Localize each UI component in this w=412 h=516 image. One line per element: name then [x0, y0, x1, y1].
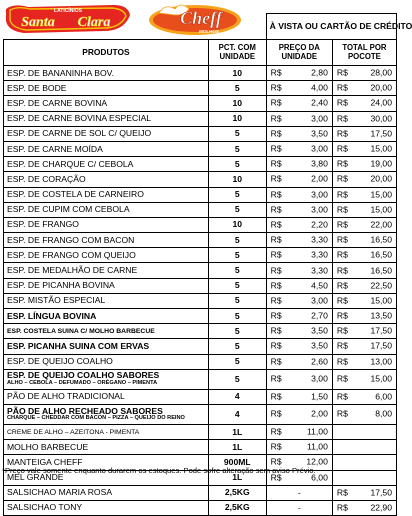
- table-row: [4, 66, 397, 81]
- product-label: ESP. PICANHA SUINA COM ERVAS: [7, 340, 150, 351]
- product-name: [4, 187, 209, 202]
- table-row: [4, 339, 397, 354]
- pack-units: 10: [208, 96, 266, 111]
- product-name: [4, 263, 209, 278]
- currency-symbol: R$: [270, 325, 282, 336]
- currency-symbol: R$: [336, 97, 348, 108]
- unit-price: [266, 233, 332, 248]
- header-top-row: [4, 14, 397, 40]
- product-name: [4, 172, 209, 187]
- unit-price: [266, 81, 332, 96]
- col-unit-header: PCT. COM UNIDADE: [208, 40, 266, 66]
- pack-units: 10: [208, 111, 266, 126]
- price-value: 3,30: [311, 234, 328, 245]
- price-value: 30,00: [370, 113, 392, 124]
- product-name: [4, 324, 209, 339]
- price-value: 15,00: [370, 204, 392, 215]
- unit-price: [266, 263, 332, 278]
- price-value: 4,50: [311, 280, 328, 291]
- clara-word: Clara: [77, 15, 111, 30]
- price-value: 22,90: [370, 502, 392, 513]
- pack-units: 5: [208, 202, 266, 217]
- col-total-header: TOTAL POR POCOTE: [332, 40, 396, 66]
- product-name: [4, 202, 209, 217]
- table-row: [4, 248, 397, 263]
- pack-total: [332, 111, 396, 126]
- product-label: ESP. DE FRANGO: [7, 219, 79, 230]
- currency-symbol: R$: [336, 502, 348, 513]
- price-value: 6,00: [311, 472, 328, 483]
- product-name: [4, 157, 209, 172]
- price-value: 28,00: [370, 67, 392, 78]
- product-label: SALSICHAO TONY: [7, 502, 83, 513]
- pack-units: 1L: [208, 470, 266, 485]
- table-row: [4, 111, 397, 126]
- product-label: ESP. DE BANANINHA BOV.: [7, 67, 114, 78]
- payment-title: À VISTA OU CARTÃO DE CRÉDITO: [266, 14, 396, 40]
- product-label: ESP. DE CHARQUE C/ CEBOLA: [7, 158, 134, 169]
- header-row: [4, 40, 397, 66]
- unit-price: [266, 111, 332, 126]
- currency-symbol: R$: [270, 340, 282, 351]
- pack-total: [332, 369, 396, 389]
- currency-symbol: R$: [336, 280, 348, 291]
- pack-total: [332, 404, 396, 424]
- product-label: ESP. DE BODE: [7, 82, 67, 93]
- price-value: 3,00: [311, 113, 328, 124]
- product-name: [4, 404, 209, 424]
- price-value: 22,50: [370, 280, 392, 291]
- product-label: ESP. DE CARNE BOVINA ESPECIAL: [7, 113, 152, 124]
- product-label: ESP. LÍNGUA BOVINA: [7, 310, 97, 321]
- table-row: [4, 440, 397, 455]
- currency-symbol: R$: [270, 113, 282, 124]
- product-name: [4, 81, 209, 96]
- price-table: [3, 13, 412, 516]
- pack-total: [332, 354, 396, 369]
- pack-units: 5: [208, 263, 266, 278]
- price-value: 16,50: [370, 234, 392, 245]
- currency-symbol: R$: [270, 472, 282, 483]
- product-name: [4, 96, 209, 111]
- currency-symbol: R$: [270, 356, 282, 367]
- currency-symbol: R$: [270, 456, 282, 467]
- pack-total: [332, 440, 396, 455]
- unit-price: [266, 440, 332, 455]
- price-value: 16,50: [370, 265, 392, 276]
- pack-total: [332, 233, 396, 248]
- price-value: 3,30: [311, 265, 328, 276]
- product-label: PÃO DE ALHO TRADICIONAL: [7, 391, 125, 402]
- product-label: ESP. DE CARNE MOÍDA: [7, 143, 103, 154]
- pack-total: [332, 263, 396, 278]
- product-flavors: CHARQUE – CHEDDAR COM BACON – PIZZA – QUEIJO DO REINO: [7, 415, 185, 422]
- product-label: SALSICHAO MARIA ROSA: [7, 487, 113, 498]
- no-price: -: [297, 502, 301, 513]
- product-name: [4, 278, 209, 293]
- currency-symbol: R$: [336, 173, 348, 184]
- product-label: ESP. DE QUEIJO COALHO SABORES: [7, 370, 160, 381]
- unit-price: [266, 278, 332, 293]
- pack-total: [332, 455, 396, 470]
- pack-total: [332, 66, 396, 81]
- price-value: 2,00: [311, 173, 328, 184]
- pack-total: [332, 470, 396, 485]
- unit-price: [266, 157, 332, 172]
- product-label: PÃO DE ALHO RECHEADO SABORES: [7, 405, 163, 416]
- unit-price: [266, 96, 332, 111]
- table-row: [4, 81, 397, 96]
- product-name: [4, 389, 209, 404]
- pack-total: [332, 424, 396, 439]
- product-name: [4, 424, 209, 439]
- unit-price: [266, 187, 332, 202]
- pack-total: [332, 202, 396, 217]
- price-value: 3,00: [311, 373, 328, 384]
- product-label: ESP. DE MEDALHÃO DE CARNE: [7, 265, 138, 276]
- unit-price: [266, 202, 332, 217]
- currency-symbol: R$: [336, 82, 348, 93]
- pack-total: [332, 157, 396, 172]
- currency-symbol: R$: [336, 128, 348, 139]
- price-value: 24,00: [370, 97, 392, 108]
- price-value: 1,50: [311, 391, 328, 402]
- price-value: 3,30: [311, 249, 328, 260]
- pack-total: [332, 278, 396, 293]
- pack-units: 5: [208, 309, 266, 324]
- unit-price: [266, 485, 332, 500]
- product-label: ESP. DE QUEIJO COALHO: [7, 356, 113, 367]
- price-value: 2,60: [311, 356, 328, 367]
- unit-price: [266, 500, 332, 515]
- pack-units: 5: [208, 354, 266, 369]
- cheff-word: Cheff: [180, 8, 222, 28]
- table-row: [4, 187, 397, 202]
- pack-total: [332, 485, 396, 500]
- unit-price: [266, 339, 332, 354]
- pack-total: [332, 187, 396, 202]
- product-name: [4, 248, 209, 263]
- pack-units: 5: [208, 293, 266, 308]
- currency-symbol: R$: [336, 295, 348, 306]
- pack-units: 5: [208, 126, 266, 141]
- product-label: MEL GRANDE: [7, 472, 64, 483]
- table-row: [4, 172, 397, 187]
- table-row: [4, 424, 397, 439]
- pack-units: 4: [208, 404, 266, 424]
- currency-symbol: R$: [336, 67, 348, 78]
- pack-total: [332, 324, 396, 339]
- currency-symbol: R$: [270, 441, 282, 452]
- currency-symbol: R$: [336, 487, 348, 498]
- unit-price: [266, 248, 332, 263]
- unit-price: [266, 217, 332, 232]
- unit-price: [266, 389, 332, 404]
- pack-units: 2,5KG: [208, 500, 266, 515]
- currency-symbol: R$: [336, 143, 348, 154]
- pack-total: [332, 389, 396, 404]
- price-value: 22,00: [370, 219, 392, 230]
- pack-total: [332, 248, 396, 263]
- price-value: 8,00: [375, 408, 392, 419]
- product-name: [4, 293, 209, 308]
- table-row: [4, 278, 397, 293]
- pack-units: 5: [208, 248, 266, 263]
- price-value: 11,00: [306, 426, 328, 437]
- unit-price: [266, 141, 332, 156]
- price-value: 3,00: [311, 204, 328, 215]
- price-value: 3,50: [311, 340, 328, 351]
- price-value: 2,80: [311, 67, 328, 78]
- product-name: [4, 440, 209, 455]
- unit-price: [266, 293, 332, 308]
- pack-total: [332, 339, 396, 354]
- product-name: [4, 369, 209, 389]
- table-row: [4, 141, 397, 156]
- currency-symbol: R$: [336, 373, 348, 384]
- product-name: [4, 111, 209, 126]
- product-name: [4, 339, 209, 354]
- currency-symbol: R$: [270, 280, 282, 291]
- table-row: [4, 233, 397, 248]
- pack-total: [332, 126, 396, 141]
- currency-symbol: R$: [270, 204, 282, 215]
- currency-symbol: R$: [336, 234, 348, 245]
- product-name: [4, 66, 209, 81]
- product-label: ESP. DE CORAÇÃO: [7, 173, 86, 184]
- pack-units: 10: [208, 172, 266, 187]
- unit-price: [266, 369, 332, 389]
- product-label: CREME DE ALHO – AZEITONA - PIMENTA: [7, 429, 140, 437]
- currency-symbol: R$: [270, 310, 282, 321]
- pack-units: 5: [208, 369, 266, 389]
- price-value: 3,50: [311, 325, 328, 336]
- currency-symbol: R$: [270, 158, 282, 169]
- currency-symbol: R$: [270, 295, 282, 306]
- currency-symbol: R$: [270, 426, 282, 437]
- pack-units: 900ML: [208, 455, 266, 470]
- price-value: 15,00: [370, 189, 392, 200]
- product-name: [4, 500, 209, 515]
- pack-units: 4: [208, 389, 266, 404]
- table-row: [4, 369, 397, 389]
- currency-symbol: R$: [336, 391, 348, 402]
- unit-price: [266, 354, 332, 369]
- unit-price: [266, 126, 332, 141]
- product-name: [4, 233, 209, 248]
- unit-price: [266, 324, 332, 339]
- col-unit-price-header: PREÇO DA UNIDADE: [266, 40, 332, 66]
- unit-price: [266, 172, 332, 187]
- product-label: ESP. DE PICANHA BOVINA: [7, 280, 115, 291]
- product-label: ESP. COSTELA SUINA C/ MOLHO BARBECUE: [7, 328, 155, 336]
- table-row: [4, 324, 397, 339]
- currency-symbol: R$: [336, 265, 348, 276]
- pack-total: [332, 172, 396, 187]
- product-label: ESP. DE FRANGO COM QUEIJO: [7, 249, 136, 260]
- price-value: 3,50: [311, 128, 328, 139]
- table-row: [4, 354, 397, 369]
- currency-symbol: R$: [270, 128, 282, 139]
- pack-total: [332, 141, 396, 156]
- unit-price: [266, 309, 332, 324]
- product-label: ESP. DE CARNE DE SOL C/ QUEIJO: [7, 128, 152, 139]
- currency-symbol: R$: [336, 158, 348, 169]
- price-value: 11,00: [306, 441, 328, 452]
- product-label: ESP. MISTÃO ESPECIAL: [7, 295, 106, 306]
- table-row: [4, 217, 397, 232]
- product-label: ESP. DE CUPIM COM CEBOLA: [7, 204, 130, 215]
- product-label: MOLHO BARBECUE: [7, 441, 89, 452]
- pack-total: [332, 81, 396, 96]
- pack-units: 2,5KG: [208, 485, 266, 500]
- price-value: 13,50: [370, 310, 392, 321]
- pack-units: 10: [208, 217, 266, 232]
- product-name: [4, 354, 209, 369]
- currency-symbol: R$: [336, 310, 348, 321]
- price-value: 2,70: [311, 310, 328, 321]
- price-value: 3,00: [311, 295, 328, 306]
- price-value: 20,00: [370, 82, 392, 93]
- price-value: 17,50: [370, 487, 392, 498]
- price-value: 12,00: [306, 456, 328, 467]
- currency-symbol: R$: [336, 356, 348, 367]
- currency-symbol: R$: [336, 340, 348, 351]
- unit-price: [266, 66, 332, 81]
- price-value: 3,00: [311, 189, 328, 200]
- currency-symbol: R$: [270, 143, 282, 154]
- currency-symbol: R$: [336, 189, 348, 200]
- no-price: -: [297, 487, 301, 498]
- price-value: 4,00: [311, 82, 328, 93]
- pack-units: 10: [208, 66, 266, 81]
- pack-units: 1L: [208, 424, 266, 439]
- pack-units: 5: [208, 81, 266, 96]
- currency-symbol: R$: [270, 234, 282, 245]
- product-label: MANTEIGA CHEFF: [7, 456, 83, 467]
- currency-symbol: R$: [270, 219, 282, 230]
- pack-units: 5: [208, 187, 266, 202]
- currency-symbol: R$: [336, 325, 348, 336]
- table-row: [4, 404, 397, 424]
- currency-symbol: R$: [270, 82, 282, 93]
- price-value: 2,40: [311, 97, 328, 108]
- santa-clara-tagline: LATICÍNIOS: [54, 8, 82, 14]
- table-row: [4, 309, 397, 324]
- col-products-header: PRODUTOS: [4, 40, 209, 66]
- price-value: 17,50: [370, 128, 392, 139]
- pack-total: [332, 500, 396, 515]
- price-value: 2,00: [311, 408, 328, 419]
- pack-total: [332, 309, 396, 324]
- pack-total: [332, 96, 396, 111]
- currency-symbol: R$: [336, 113, 348, 124]
- currency-symbol: R$: [270, 249, 282, 260]
- currency-symbol: R$: [270, 67, 282, 78]
- currency-symbol: R$: [336, 204, 348, 215]
- currency-symbol: R$: [336, 249, 348, 260]
- price-value: 19,00: [370, 158, 392, 169]
- pack-units: 1L: [208, 440, 266, 455]
- pack-units: 5: [208, 157, 266, 172]
- price-value: 17,50: [370, 325, 392, 336]
- pack-units: 5: [208, 278, 266, 293]
- price-value: 15,00: [370, 143, 392, 154]
- unit-price: [266, 424, 332, 439]
- pack-units: 5: [208, 233, 266, 248]
- price-value: 13,00: [370, 356, 392, 367]
- table-row: [4, 202, 397, 217]
- pack-total: [332, 293, 396, 308]
- pack-total: [332, 217, 396, 232]
- product-label: ESP. DE COSTELA DE CARNEIRO: [7, 189, 144, 200]
- pack-units: 5: [208, 324, 266, 339]
- table-row: [4, 96, 397, 111]
- price-value: 6,00: [375, 391, 392, 402]
- unit-price: [266, 404, 332, 424]
- currency-symbol: R$: [270, 173, 282, 184]
- product-label: ESP. DE CARNE BOVINA: [7, 97, 108, 108]
- table-row: [4, 126, 397, 141]
- currency-symbol: R$: [270, 373, 282, 384]
- price-value: 15,00: [370, 373, 392, 384]
- santa-word: Santa: [21, 15, 55, 30]
- product-name: [4, 217, 209, 232]
- table-row: [4, 389, 397, 404]
- product-name: [4, 309, 209, 324]
- table-row: [4, 263, 397, 278]
- currency-symbol: R$: [336, 219, 348, 230]
- product-name: [4, 126, 209, 141]
- table-row: [4, 293, 397, 308]
- pack-units: 5: [208, 141, 266, 156]
- table-row: [4, 500, 397, 515]
- currency-symbol: R$: [270, 265, 282, 276]
- currency-symbol: R$: [336, 408, 348, 419]
- product-label: ESP. DE FRANGO COM BACON: [7, 234, 135, 245]
- cheff-tagline: MOLHOS: [199, 29, 219, 34]
- currency-symbol: R$: [270, 97, 282, 108]
- price-value: 17,50: [370, 340, 392, 351]
- footnote: *Preço vale somente enquanto durarem os estoques. Pode sofre alteração sem aviso Prévio.: [2, 466, 316, 475]
- price-value: 3,00: [311, 143, 328, 154]
- price-value: 15,00: [370, 295, 392, 306]
- table-row: [4, 157, 397, 172]
- currency-symbol: R$: [270, 408, 282, 419]
- price-value: 2,20: [311, 219, 328, 230]
- price-value: 3,80: [311, 158, 328, 169]
- currency-symbol: R$: [270, 189, 282, 200]
- product-name: [4, 141, 209, 156]
- pack-units: 5: [208, 339, 266, 354]
- product-name: [4, 485, 209, 500]
- price-value: 16,50: [370, 249, 392, 260]
- product-flavors: ALHO – CEBOLA – DEFUMADO – ORÉGANO – PIMENTA: [7, 380, 158, 387]
- table-row: [4, 485, 397, 500]
- currency-symbol: R$: [270, 391, 282, 402]
- price-value: 20,00: [370, 173, 392, 184]
